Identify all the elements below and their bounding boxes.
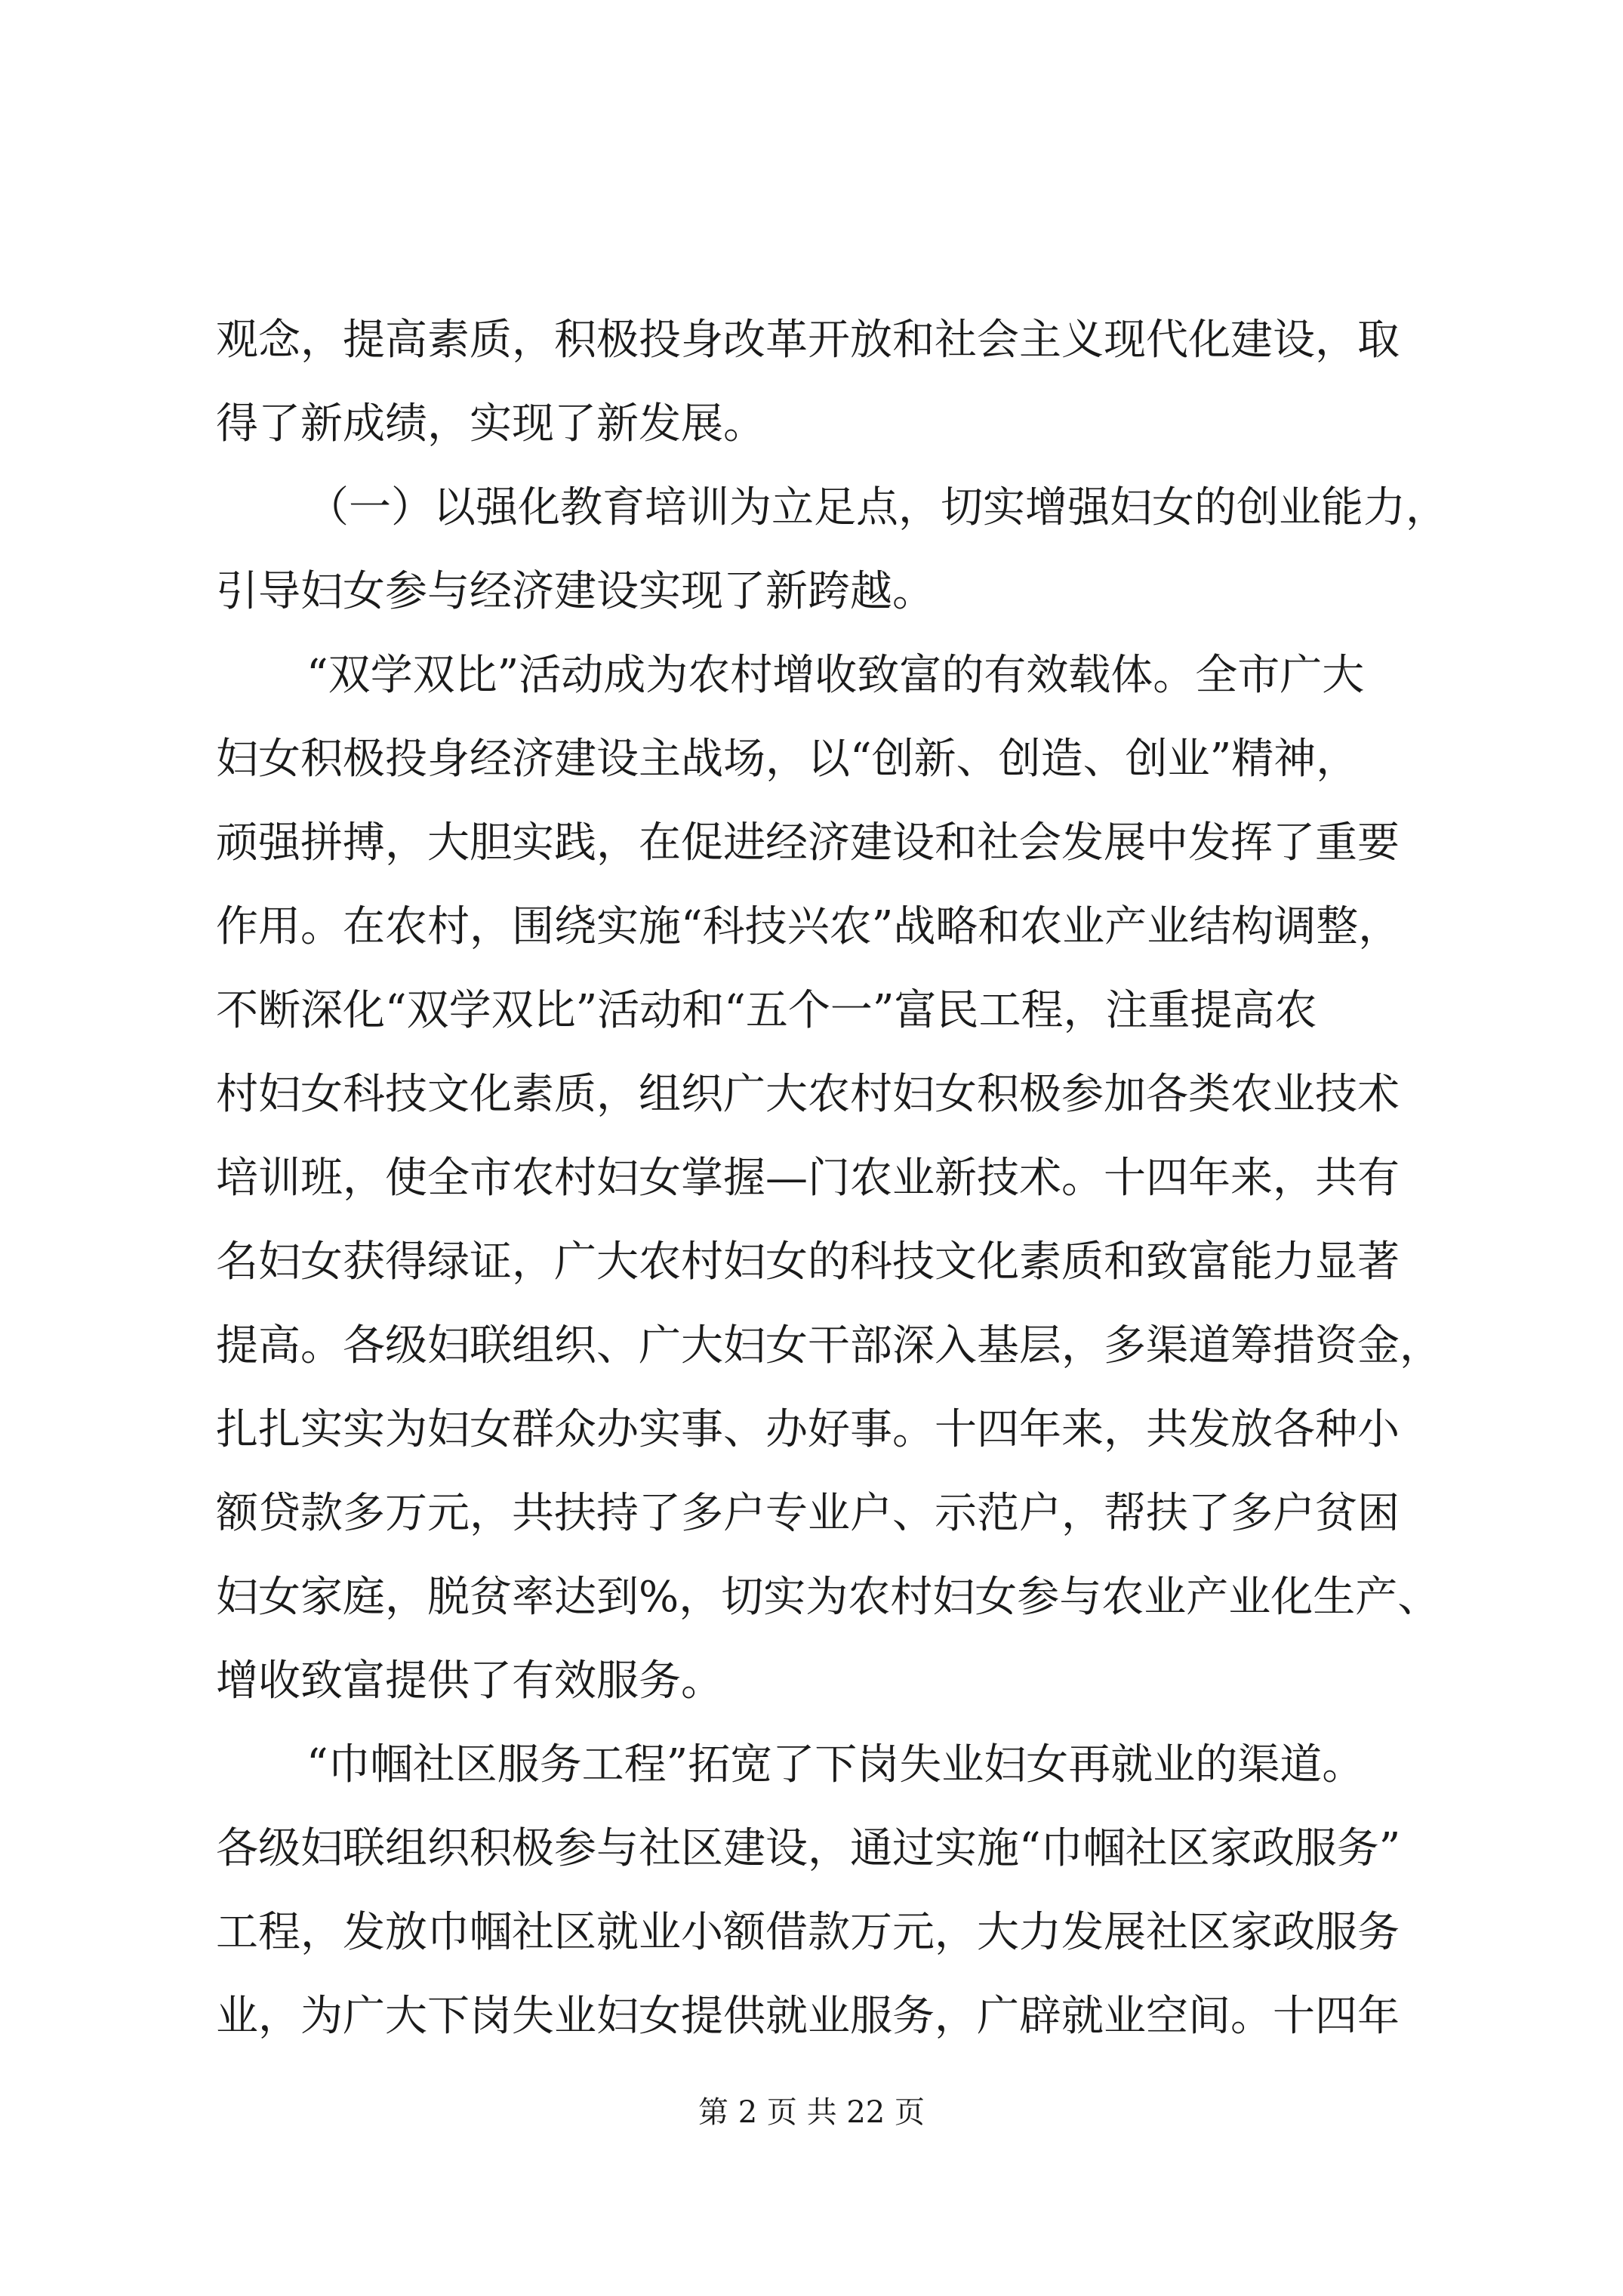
page-number-footer: 第 2 页 共 22 页 [698, 2095, 925, 2130]
text-line: 观念，提高素质，积极投身改革开放和社会主义现代化建设，取 [216, 316, 1400, 365]
text-line: 不断深化“双学双比”活动和“五个一”富民工程，注重提高农 [216, 986, 1317, 1035]
text-line: 扎扎实实为妇女群众办实事、办好事。十四年来，共发放各种小 [216, 1405, 1400, 1454]
paragraph-first-line: “双学双比”活动成为农村增收致富的有效载体。全市广大 [306, 651, 1365, 700]
text-line: 得了新成绩，实现了新发展。 [216, 399, 765, 448]
text-line: 名妇女获得绿证，广大农村妇女的科技文化素质和致富能力显著 [216, 1237, 1400, 1287]
section-heading-line: （一）以强化教育培训为立足点，切实增强妇女的创业能力， [306, 483, 1448, 532]
document-body [216, 298, 1448, 2058]
text-line: 妇女家庭，脱贫率达到%，切实为农村妇女参与农业产业化生产、 [216, 1573, 1440, 1622]
text-line: 额贷款多万元，共扶持了多户专业户、示范户，帮扶了多户贫困 [216, 1489, 1400, 1538]
text-line: 村妇女科技文化素质，组织广大农村妇女积极参加各类农业技术 [216, 1070, 1400, 1119]
section-heading-line: 引导妇女参与经济建设实现了新跨越。 [216, 567, 935, 616]
text-line: 提高。各级妇联组织、广大妇女干部深入基层，多渠道筹措资金， [216, 1321, 1442, 1370]
text-line: 工程，发放巾帼社区就业小额借款万元，大力发展社区家政服务 [216, 1908, 1400, 1957]
text-line: 妇女积极投身经济建设主战场，以“创新、创造、创业”精神， [216, 735, 1359, 784]
text-line: 作用。在农村，围绕实施“科技兴农”战略和农业产业结构调整， [216, 902, 1401, 951]
paragraph-first-line: “巾帼社区服务工程”拓宽了下岗失业妇女再就业的渠道。 [306, 1740, 1365, 1789]
text-line: 各级妇联组织积极参与社区建设，通过实施“巾帼社区家政服务” [216, 1824, 1401, 1873]
text-line: 顽强拼搏，大胆实践，在促进经济建设和社会发展中发挥了重要 [216, 818, 1400, 868]
text-line: 培训班，使全市农村妇女掌握—门农业新技术。十四年来，共有 [216, 1154, 1400, 1203]
text-line: 增收致富提供了有效服务。 [216, 1657, 723, 1706]
text-line: 业，为广大下岗失业妇女提供就业服务，广辟就业空间。十四年 [216, 1992, 1400, 2041]
